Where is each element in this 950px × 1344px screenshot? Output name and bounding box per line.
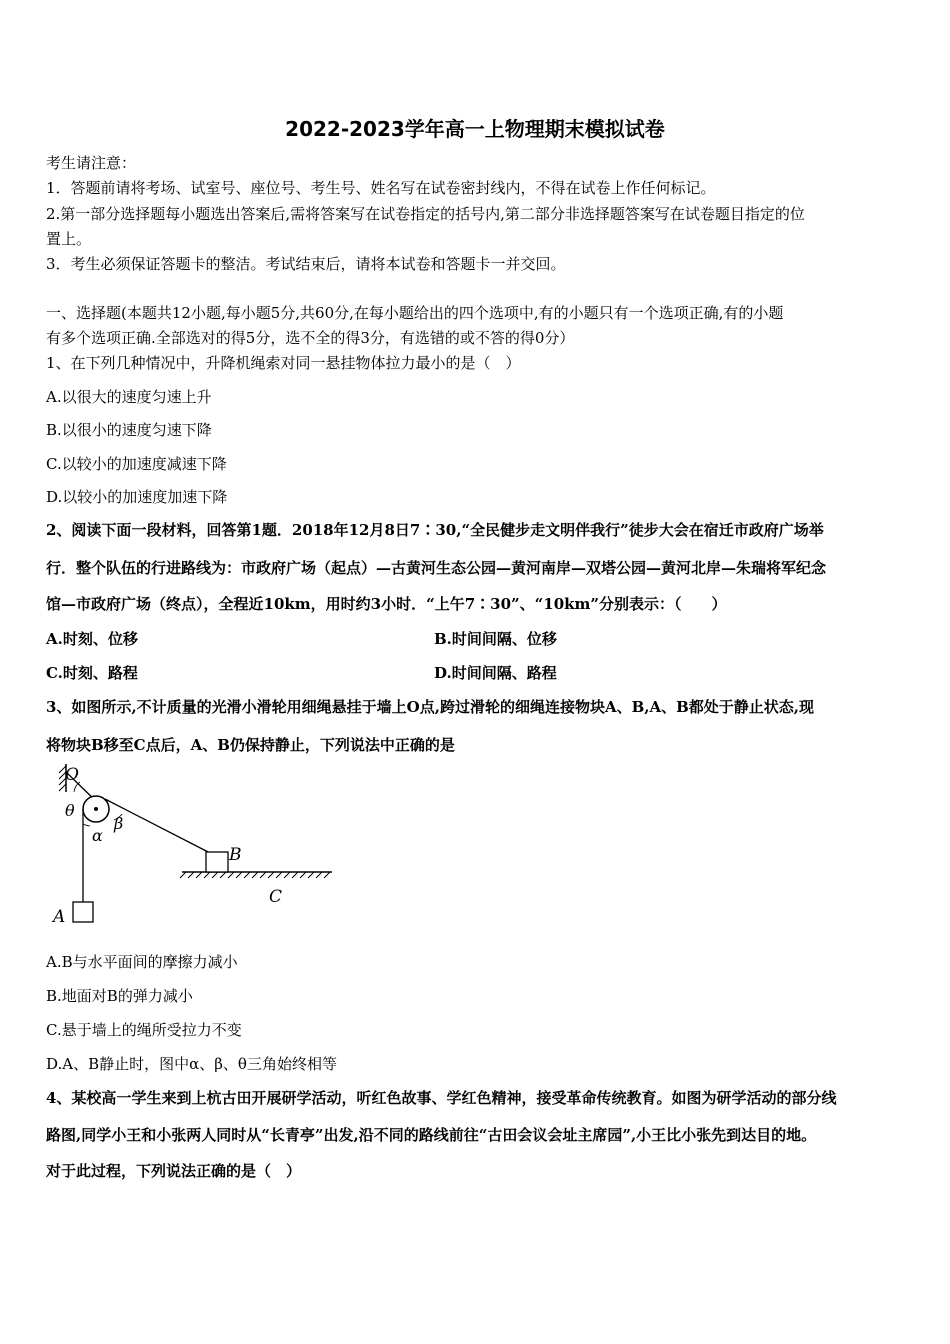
q1-option-a: A.以很大的速度匀速上升 [46, 388, 212, 406]
block-a [73, 902, 93, 922]
q2-stem-line2: 行．整个队伍的行进路线为：市政府广场（起点）—古黄河生态公园—黄河南岸—双塔公园—黄河北岸—朱瑞将军纪念 [46, 559, 827, 577]
q2-option-b: B.时间间隔、位移 [434, 630, 557, 648]
q1-stem: 1、在下列几种情况中，升降机绳索对同一悬挂物体拉力最小的是（ ） [46, 354, 521, 372]
label-alpha: α [92, 826, 103, 845]
q2-stem-line1: 2、阅读下面一段材料，回答第1题．2018年12月8日7∶30,“全民健步走文明伴我行”徒步大会在宿迁市政府广场举 [46, 521, 824, 539]
section-heading-line2: 有多个选项正确.全部选对的得5分，选不全的得3分，有选错的或不答的得0分） [46, 329, 575, 347]
q3-option-c: C.悬于墙上的绳所受拉力不变 [46, 1021, 242, 1039]
q1-option-b: B.以很小的速度匀速下降 [46, 421, 212, 439]
label-beta: β [114, 814, 124, 833]
page-title: 2022-2023学年高一上物理期末模拟试卷 [285, 117, 665, 141]
notice-item-2-cont: 置上。 [46, 230, 92, 248]
q2-option-d: D.时间间隔、路程 [434, 664, 557, 682]
q2-option-c: C.时刻、路程 [46, 664, 138, 682]
block-b [206, 852, 228, 872]
ground-hatching [180, 872, 330, 878]
pulley-diagram [50, 762, 350, 928]
label-c: C [269, 887, 283, 907]
label-a: A [53, 907, 66, 927]
notice-item-1: 1．答题前请将考场、试室号、座位号、考生号、姓名写在试卷密封线内，不得在试卷上作任何标记。 [46, 179, 716, 197]
q4-stem-line3: 对于此过程，下列说法正确的是（ ） [46, 1162, 302, 1180]
q3-stem-line1: 3、如图所示,不计质量的光滑小滑轮用细绳悬挂于墙上O点,跨过滑轮的细绳连接物块A、B,A、B都处于静止状态,现 [46, 698, 815, 716]
q3-option-b: B.地面对B的弹力减小 [46, 987, 193, 1005]
section-heading-line1: 一、选择题(本题共12小题,每小题5分,共60分,在每小题给出的四个选项中,有的小题只有一个选项正确,有的小题 [46, 304, 784, 322]
q1-option-d: D.以较小的加速度加速下降 [46, 488, 228, 506]
q3-option-d: D.A、B静止时，图中α、β、θ三角始终相等 [46, 1055, 337, 1073]
notice-item-3: 3．考生必须保证答题卡的整洁。考试结束后，请将本试卷和答题卡一并交回。 [46, 255, 566, 273]
q3-stem-line2: 将物块B移至C点后，A、B仍保持静止，下列说法中正确的是 [46, 736, 455, 754]
label-b: B [229, 845, 242, 865]
label-theta: θ [65, 801, 75, 820]
q2-stem-line3: 馆—市政府广场（终点），全程近10km，用时约3小时．“上午7∶30”、“10km”分别表示：（ ） [46, 595, 727, 613]
q3-option-a: A.B与水平面间的摩擦力减小 [46, 953, 238, 971]
q4-stem-line1: 4、某校高一学生来到上杭古田开展研学活动，听红色故事、学红色精神，接受革命传统教育。如图为研学活动的部分线 [46, 1089, 837, 1107]
q2-option-a: A.时刻、位移 [46, 630, 138, 648]
q1-option-c: C.以较小的加速度减速下降 [46, 455, 227, 473]
label-o: O [65, 765, 79, 785]
q4-stem-line2: 路图,同学小王和小张两人同时从“长青亭”出发,沿不同的路线前往“古田会议会址主席园”,小王比小张先到达目的地。 [46, 1126, 817, 1144]
notice-heading: 考生请注意： [46, 154, 137, 172]
notice-item-2: 2.第一部分选择题每小题选出答案后,需将答案写在试卷指定的括号内,第二部分非选择题答案写在试卷题目指定的位 [46, 205, 805, 223]
